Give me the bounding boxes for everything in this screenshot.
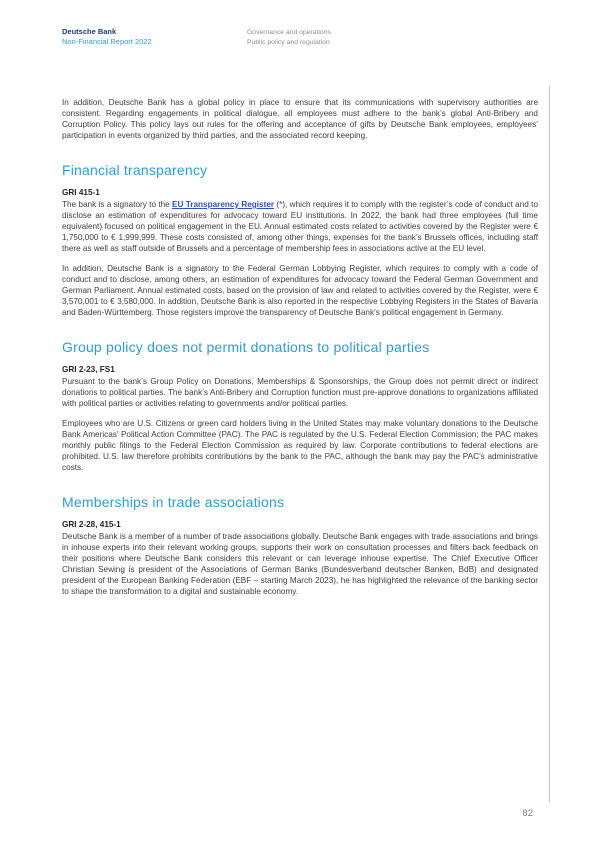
gri-label-memberships: GRI 2-28, 415-1: [62, 520, 121, 529]
header-section-block: [247, 28, 331, 47]
section-heading-memberships: Memberships in trade associations: [62, 494, 285, 510]
page-number: 82: [522, 808, 533, 819]
section-heading-financial-transparency: Financial transparency: [62, 162, 208, 178]
gri-label-group-policy: GRI 2-23, FS1: [62, 365, 115, 374]
group-policy-paragraph-2: Employees who are U.S. Citizens or green card holders living in the United States may make voluntary donations to the Deutsche Bank Americas’ Political Action Committee (PAC). The PAC is regulated by the U.S. Federal Election Commission; the PAC makes monthly public filings to the Federal Election Commission as required by law. Corporate contributions to federal elections are prohibited. U.S. law therefore prohibits contributions by the bank to the PAC, although the bank may pay the PAC’s administrative costs.: [62, 419, 538, 472]
report-title: Non-Financial Report 2022: [62, 37, 152, 46]
section-heading-group-policy: Group policy does not permit donations to political parties: [62, 339, 430, 355]
financial-transparency-paragraph-2: In addition, Deutsche Bank is a signatory to the Federal German Lobbying Register, which requires to comply with a code of conduct and to disclose, among others, an estimation of expenditures for advocacy toward the Federal German Government and German Parliament. Annual estimated costs, based on the provision of law and related to activities covered by the Register, were € 3,570,001 to € 3,580,000. In addition, Deutsche Bank is also reported in the respective Lobbying Registers in the States of Bavaria and Baden-Württemberg. Those registers improve the transparency of Deutsche Bank’s political engagement in Germany.: [62, 264, 538, 317]
right-margin-rule: [549, 85, 550, 802]
chapter-label: Governance and operations: [247, 29, 331, 36]
intro-paragraph: In addition, Deutsche Bank has a global policy in place to ensure that its communications with supervisory authorities are consistent. Regarding engagements in political dialogue, all employees must adhere to the bank’s global Anti-Bribery and Corruption Policy. This policy lays out rules for the offering and acceptance of gifts by Deutsche Bank employees, employees’ participation in events organized by third parties, and the associated record keeping.: [62, 98, 538, 140]
paragraph-text-before-link: The bank is a signatory to the: [62, 200, 173, 209]
memberships-paragraph-1: Deutsche Bank is a member of a number of trade associations globally. Deutsche Bank engages with trade associations and brings in inhouse experts into their relevant working groups, supports their work on consultation processes and filters back feedback on their positions where Deutsche Bank considers this relevant or can leverage inhouse expertise. The Chief Executive Officer Christian Sewing is president of the Associations of German Banks (Bundesverband deutscher Banken, BdB) and designated president of the European Banking Federation (EBF – starting March 2023), he has highlighted the relevance of the banking sector to shape the transformation to a digital and sustainable economy.: [62, 532, 538, 596]
paragraph-text-after-link: (*), which requires it to comply with the register’s code of conduct and to disclose an estimation of expenditures for advocacy toward EU institutions. In 2022, the bank had three employees (full time equivalent) focused on political engagement in the EU. Annual estimated costs related to activities covered by the Register were € 1,750,000 to € 1,999,999. These costs consisted of, among other things, expenses for the bank’s Brussels offices, including staff there as well as staff outside of Brussels and a percentage of membership fees in associations active at the EU level.: [62, 200, 538, 253]
content-column: [62, 97, 538, 606]
group-policy-paragraph-1: Pursuant to the bank’s Group Policy on Donations, Memberships & Sponsorships, the Group does not permit direct or indirect donations to political parties. The bank’s Anti-Bribery and Corruption function must pre-approve donations to organizations affiliated with political parties or activities relating to governments and/or political parties.: [62, 377, 538, 408]
section-label: Public policy and regulation: [247, 38, 330, 46]
financial-transparency-paragraph-1: [62, 199, 538, 254]
header-brand-block: [62, 27, 152, 47]
brand-name: Deutsche Bank: [62, 27, 117, 36]
eu-transparency-register-link[interactable]: EU Transparency Register: [172, 200, 275, 209]
gri-label-financial-transparency: GRI 415-1: [62, 188, 100, 197]
